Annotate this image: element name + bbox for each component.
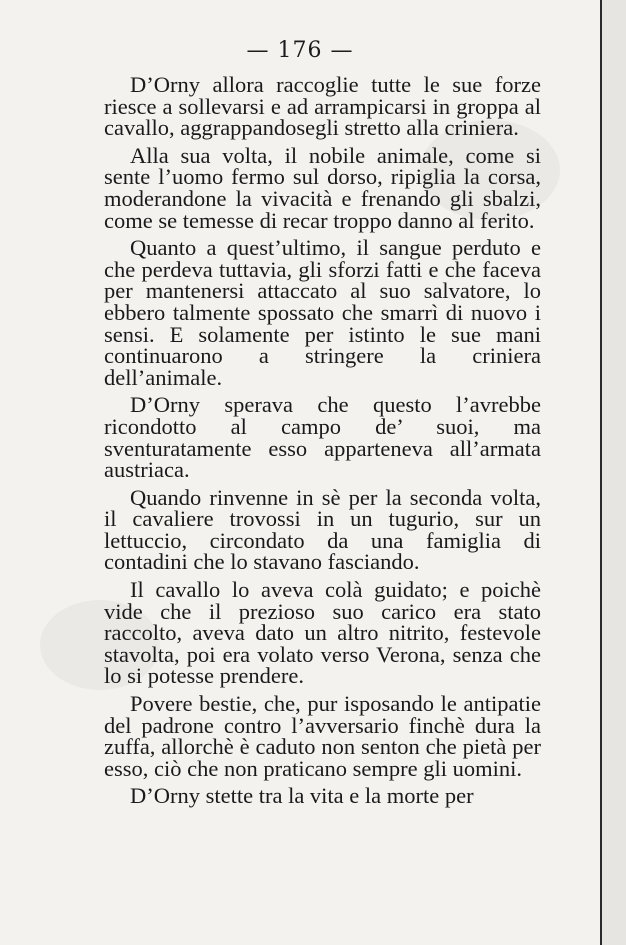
- paragraph: Povere bestie, che, pur isposando le antipatie del padrone contro l’avversario finchè dura la zuffa, allorchè è caduto non senton che pietà per esso, ciò che non praticano sempre gli uomini.: [104, 691, 541, 781]
- paragraph: D’Orny allora raccoglie tutte le sue forze riesce a sollevarsi e ad arrampicarsi in groppa al cavallo, aggrappandosegli stretto alla criniera.: [104, 72, 541, 141]
- body-text: [104, 74, 541, 813]
- paragraph: Quanto a quest’ultimo, il sangue perduto e che perdeva tuttavia, gli sforzi fatti e che faceva per mantenersi attaccato al suo salvatore, lo ebbero talmente spossato che smarrì di nuovo i sensi. E solamente per istinto le sue mani continuarono a stringere la criniera dell’animale.: [104, 235, 541, 390]
- paragraph: Alla sua volta, il nobile animale, come si sente l’uomo fermo sul dorso, ripiglia la corsa, moderandone la vivacità e frenando gli sbalzi, come se temesse di recar troppo danno al ferito.: [104, 142, 541, 233]
- paragraph: Quando rinvenne in sè per la seconda volta, il cavaliere trovossi in un tugurio, sur un lettuccio, circondato da una famiglia di contadini che lo stavano fasciando.: [104, 484, 541, 575]
- page-number: — 176 —: [246, 38, 354, 63]
- page-edge: [600, 0, 626, 945]
- paragraph: D’Orny stette tra la vita e la morte per: [130, 783, 474, 809]
- paragraph: D’Orny sperava che questo l’avrebbe ricondotto al campo de’ suoi, ma sventuratamente esso apparteneva all’armata austriaca.: [104, 392, 541, 483]
- paragraph: Il cavallo lo aveva colà guidato; e poichè vide che il prezioso suo carico era stato raccolto, aveva dato un altro nitrito, festevole stavolta, poi era volato verso Verona, senza che lo si potesse prendere.: [104, 577, 541, 689]
